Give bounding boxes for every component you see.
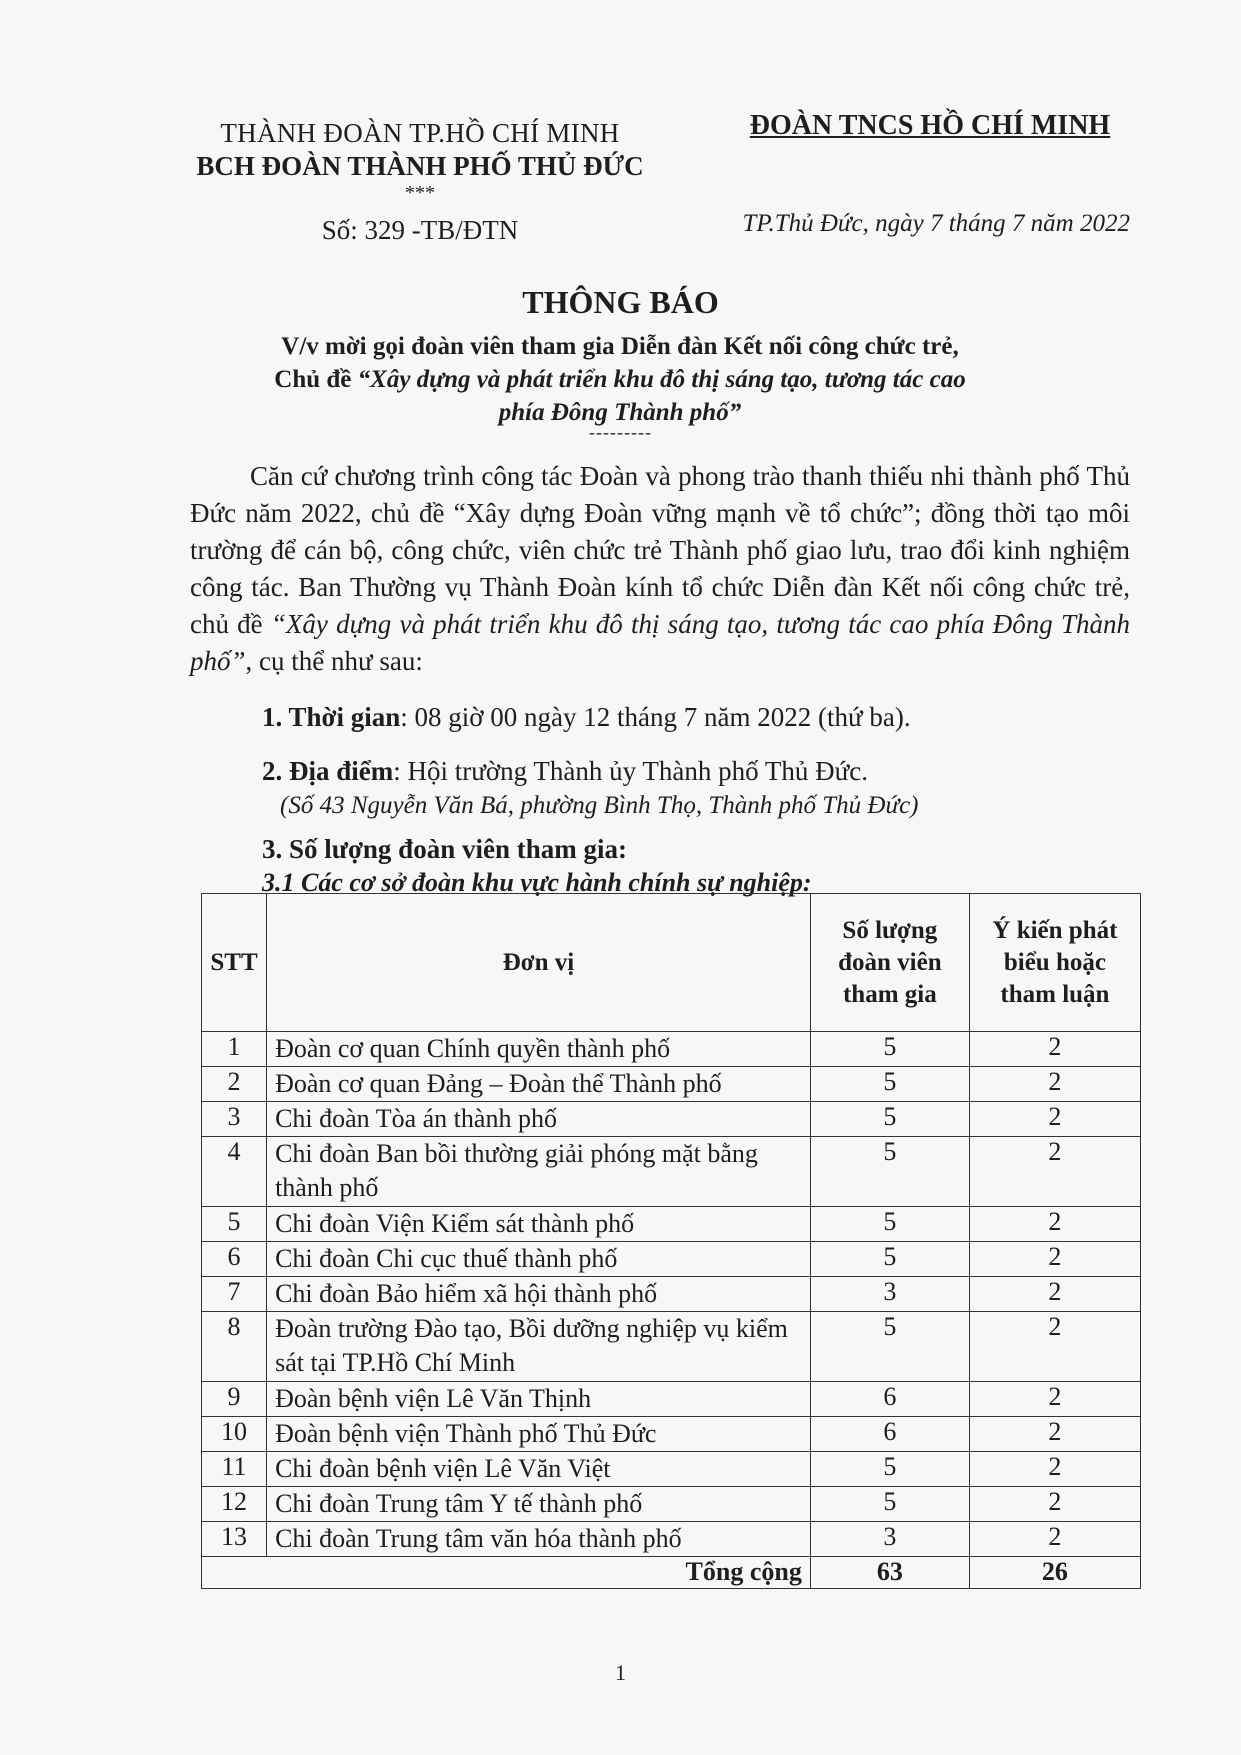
- document-title: THÔNG BÁO: [522, 284, 719, 320]
- row-opinions: 2: [969, 1277, 1140, 1312]
- row-stt: 2: [202, 1067, 267, 1102]
- table-row: [202, 1102, 1141, 1137]
- row-unit: Chi đoàn Viện Kiểm sát thành phố: [267, 1207, 811, 1242]
- item-place: [262, 756, 1142, 787]
- subject-line-3-topic: phía Đông Thành phố”: [498, 399, 742, 426]
- header-opinions: Ý kiến phát biểu hoặc tham luận: [969, 894, 1140, 1032]
- table-row: [202, 1207, 1141, 1242]
- row-unit: Đoàn cơ quan Đảng – Đoàn thể Thành phố: [267, 1067, 811, 1102]
- row-stt: 11: [202, 1452, 267, 1487]
- row-stt: 7: [202, 1277, 267, 1312]
- subject-line-2-topic: “Xây dựng và phát triển khu đô thị sáng tạo, tương tác cao: [357, 366, 966, 393]
- row-count: 5: [810, 1487, 969, 1522]
- row-unit: Chi đoàn Trung tâm Y tế thành phố: [267, 1487, 811, 1522]
- item-time-label: 1. Thời gian: [262, 702, 401, 732]
- table-row: [202, 1242, 1141, 1277]
- item-count-heading: 3. Số lượng đoàn viên tham gia:: [262, 834, 627, 864]
- union-name: ĐOÀN TNCS HỒ CHÍ MINH: [749, 110, 1111, 141]
- row-count: 3: [810, 1277, 969, 1312]
- intro-paragraph: [190, 458, 1130, 680]
- row-opinions: 2: [969, 1382, 1140, 1417]
- row-stt: 9: [202, 1382, 267, 1417]
- issuer-line-2: BCH ĐOÀN THÀNH PHỐ THỦ ĐỨC: [196, 151, 644, 181]
- row-unit: Đoàn trường Đào tạo, Bồi dưỡng nghiệp vụ kiểm sát tại TP.Hồ Chí Minh: [267, 1312, 811, 1382]
- item-place-value: : Hội trường Thành ủy Thành phố Thủ Đức.: [393, 756, 869, 786]
- row-opinions: 2: [969, 1487, 1140, 1522]
- table-row: [202, 1067, 1141, 1102]
- row-unit: Chi đoàn Trung tâm văn hóa thành phố: [267, 1522, 811, 1557]
- section-3-1-heading: 3.1 Các cơ sở đoàn khu vực hành chính sự nghiệp:: [262, 868, 812, 897]
- header-count: Số lượng đoàn viên tham gia: [810, 894, 969, 1032]
- table-row: [202, 1032, 1141, 1067]
- table-row: [202, 1522, 1141, 1557]
- row-stt: 13: [202, 1522, 267, 1557]
- row-count: 5: [810, 1452, 969, 1487]
- row-opinions: 2: [969, 1417, 1140, 1452]
- table-total-row: [202, 1557, 1141, 1589]
- row-opinions: 2: [969, 1137, 1140, 1207]
- participants-table: [201, 893, 1141, 1589]
- row-count: 6: [810, 1382, 969, 1417]
- row-count: 5: [810, 1242, 969, 1277]
- subject-line-2: [120, 363, 1120, 396]
- row-unit: Đoàn bệnh viện Lê Văn Thịnh: [267, 1382, 811, 1417]
- table-row: [202, 1137, 1141, 1207]
- row-count: 5: [810, 1207, 969, 1242]
- row-count: 3: [810, 1522, 969, 1557]
- row-stt: 3: [202, 1102, 267, 1137]
- document-subject: [120, 330, 1120, 429]
- row-stt: 4: [202, 1137, 267, 1207]
- row-unit: Chi đoàn Bảo hiểm xã hội thành phố: [267, 1277, 811, 1312]
- document-date: TP.Thủ Đức, ngày 7 tháng 7 năm 2022: [742, 210, 1130, 237]
- page-number: 1: [615, 1660, 626, 1685]
- row-opinions: 2: [969, 1242, 1140, 1277]
- table-row: [202, 1382, 1141, 1417]
- subject-line-2-prefix: Chủ đề: [274, 366, 358, 393]
- row-count: 5: [810, 1032, 969, 1067]
- row-unit: Đoàn bệnh viện Thành phố Thủ Đức: [267, 1417, 811, 1452]
- item-place-address: (Số 43 Nguyễn Văn Bá, phường Bình Thọ, Thành phố Thủ Đức): [280, 792, 919, 819]
- row-unit: Chi đoàn Chi cục thuế thành phố: [267, 1242, 811, 1277]
- intro-ending: , cụ thể như sau:: [245, 646, 423, 676]
- row-opinions: 2: [969, 1207, 1140, 1242]
- table-row: [202, 1487, 1141, 1522]
- row-opinions: 2: [969, 1312, 1140, 1382]
- table-row: [202, 1277, 1141, 1312]
- intro-topic: “Xây dựng và phát triển khu đô thị sáng tạo, tương tác cao phía Đông Thành phố”: [190, 609, 1130, 676]
- row-unit: Đoàn cơ quan Chính quyền thành phố: [267, 1032, 811, 1067]
- row-stt: 6: [202, 1242, 267, 1277]
- row-stt: 12: [202, 1487, 267, 1522]
- issuer-stars: ***: [405, 182, 435, 204]
- row-opinions: 2: [969, 1102, 1140, 1137]
- row-opinions: 2: [969, 1032, 1140, 1067]
- table-row: [202, 1417, 1141, 1452]
- row-opinions: 2: [969, 1452, 1140, 1487]
- total-count: 63: [810, 1557, 969, 1589]
- issuer-line-1: THÀNH ĐOÀN TP.HỒ CHÍ MINH: [220, 118, 620, 148]
- row-stt: 1: [202, 1032, 267, 1067]
- subject-line-1: V/v mời gọi đoàn viên tham gia Diễn đàn Kết nối công chức trẻ,: [281, 333, 959, 360]
- intro-text: Căn cứ chương trình công tác Đoàn và phong trào thanh thiếu nhi thành phố Thủ Đức năm 2022, chủ đề “Xây dựng Đoàn vững mạnh về tổ chức”; đồng thời tạo môi trường để cán bộ, công chức, viên chức trẻ Thành phố giao lưu, trao đổi kinh nghiệm công tác. Ban Thường vụ Thành Đoàn kính tổ chức Diễn đàn Kết nối công chức trẻ, chủ đề: [190, 461, 1130, 639]
- row-count: 5: [810, 1312, 969, 1382]
- total-opinions: 26: [969, 1557, 1140, 1589]
- row-count: 5: [810, 1102, 969, 1137]
- total-label: Tổng cộng: [202, 1557, 811, 1589]
- header-unit: Đơn vị: [267, 894, 811, 1032]
- row-stt: 10: [202, 1417, 267, 1452]
- item-place-label: 2. Địa điểm: [262, 756, 394, 786]
- row-count: 5: [810, 1067, 969, 1102]
- row-count: 6: [810, 1417, 969, 1452]
- issuer-block: [160, 118, 680, 246]
- row-stt: 8: [202, 1312, 267, 1382]
- row-count: 5: [810, 1137, 969, 1207]
- document-number: Số: 329 -TB/ĐTN: [321, 215, 519, 245]
- row-unit: Chi đoàn Tòa án thành phố: [267, 1102, 811, 1137]
- item-time: [262, 702, 1142, 733]
- table-row: [202, 1452, 1141, 1487]
- row-opinions: 2: [969, 1522, 1140, 1557]
- table-row: [202, 1312, 1141, 1382]
- table-header-row: [202, 894, 1141, 1032]
- title-separator: ---------: [589, 422, 652, 442]
- row-opinions: 2: [969, 1067, 1140, 1102]
- header-stt: STT: [202, 894, 267, 1032]
- row-stt: 5: [202, 1207, 267, 1242]
- row-unit: Chi đoàn Ban bồi thường giải phóng mặt bằng thành phố: [267, 1137, 811, 1207]
- item-time-value: : 08 giờ 00 ngày 12 tháng 7 năm 2022 (thứ ba).: [400, 702, 911, 732]
- row-unit: Chi đoàn bệnh viện Lê Văn Việt: [267, 1452, 811, 1487]
